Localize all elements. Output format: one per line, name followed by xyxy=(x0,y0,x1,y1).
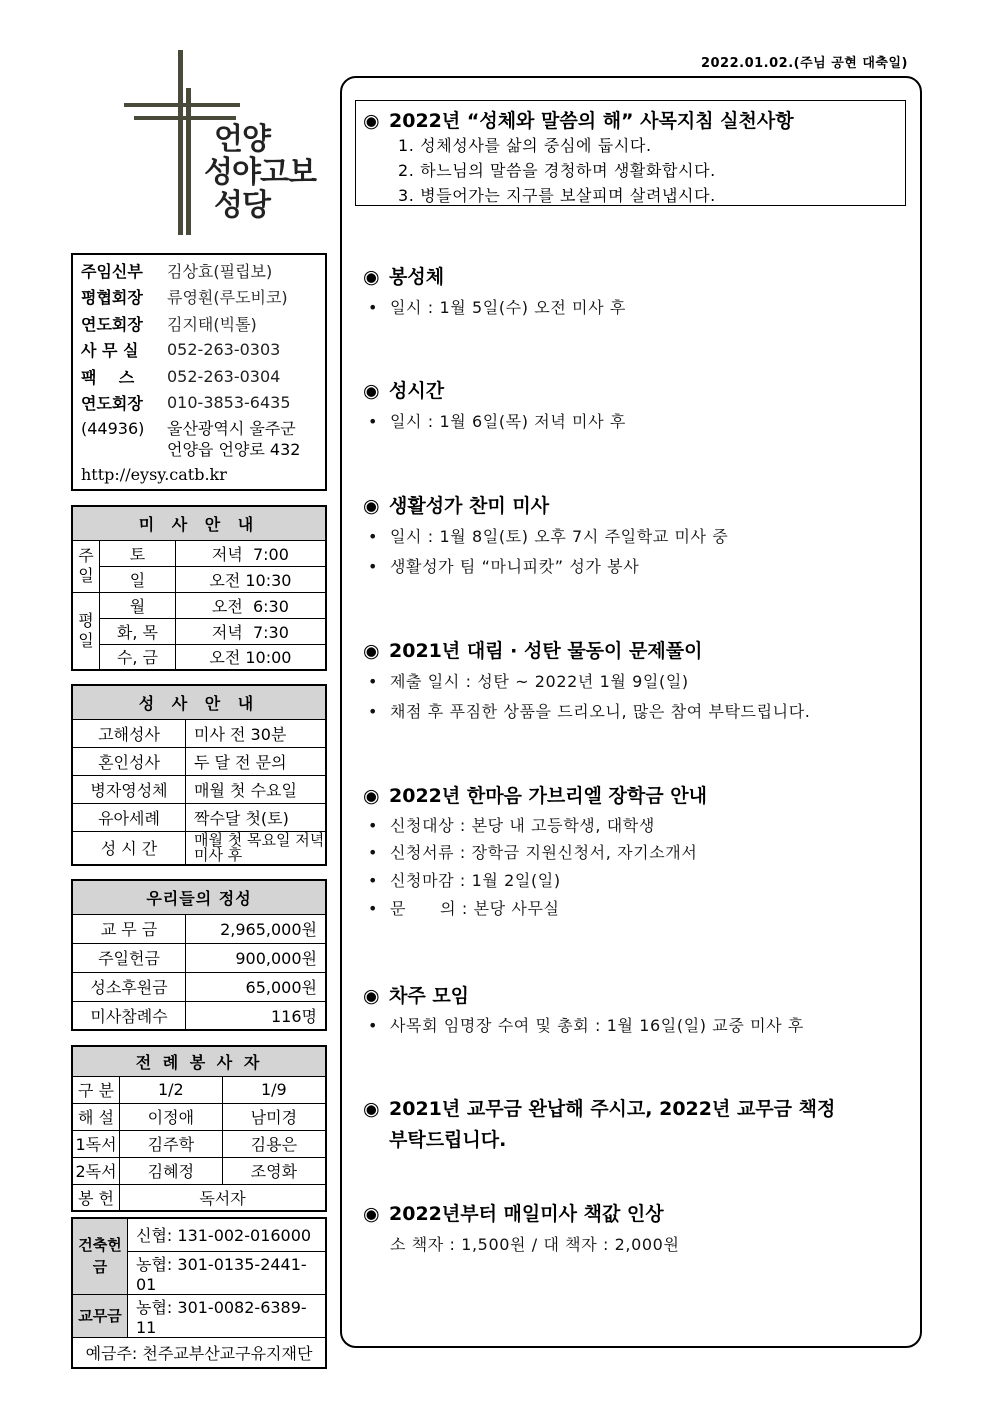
parish-name-line2: 성야고보 xyxy=(204,155,316,190)
dot-icon: • xyxy=(368,899,379,918)
section-title-text: 2021년 대림 · 성탄 물동이 문제풀이 xyxy=(389,640,703,662)
bulletin-date: 2022.01.02.(주님 공현 대축일) xyxy=(700,56,908,71)
section-title-text: 봉성체 xyxy=(389,266,445,288)
mass-time: 오전 10:00 xyxy=(175,644,326,670)
offering-name: 주일헌금 xyxy=(72,943,186,972)
info-value: 류영훤(루도비코) xyxy=(167,288,288,308)
servers-title: 전 례 봉 사 자 xyxy=(72,1046,326,1076)
mass-day: 토 xyxy=(100,540,176,566)
server-name: 남미경 xyxy=(222,1103,326,1130)
goal-item: 2. 하느님의 말씀을 경청하며 생활화합시다. xyxy=(398,161,716,180)
dot-icon: • xyxy=(368,871,379,890)
zip-code: (44936) xyxy=(81,419,145,438)
info-value: 052-263-0303 xyxy=(167,340,281,360)
section-plain-text: 소 책자 : 1,500원 / 대 책자 : 2,000원 xyxy=(390,1235,680,1254)
section-item-text: 일시 : 1월 5일(수) 오전 미사 후 xyxy=(390,298,626,317)
servers-label: 해 설 xyxy=(72,1103,120,1130)
info-row xyxy=(81,390,317,417)
dot-icon: • xyxy=(368,672,379,691)
goal-item: 1. 성체성사를 삶의 중심에 둡시다. xyxy=(398,136,652,155)
sacrament-title: 성 사 안 내 xyxy=(72,685,326,719)
offering-table xyxy=(71,879,327,1031)
info-value: 010-3853-6435 xyxy=(167,393,291,413)
section-item xyxy=(368,554,639,577)
sunday-label: 주일 xyxy=(72,540,100,592)
sacrament-name: 유아세례 xyxy=(72,803,186,831)
sacrament-name: 병자영성체 xyxy=(72,775,186,803)
mass-time: 저녁 7:00 xyxy=(175,540,326,566)
section-item-text: 신청서류 : 장학금 지원신청서, 자기소개서 xyxy=(390,843,698,862)
cross-beam-shadow xyxy=(134,116,236,120)
website-link[interactable]: http://eysy.catb.kr xyxy=(81,465,227,484)
sacrament-value: 짝수달 첫(토) xyxy=(186,803,327,831)
info-row xyxy=(81,337,317,364)
servers-label: 봉 헌 xyxy=(72,1184,120,1211)
section-item xyxy=(368,524,728,547)
sacrament-table xyxy=(71,684,327,866)
info-label: 연도회장 xyxy=(81,314,143,334)
bullet-icon: ◉ xyxy=(363,266,380,288)
section-title xyxy=(363,1199,664,1226)
liturgy-servers-table xyxy=(71,1045,327,1212)
servers-date: 1/9 xyxy=(222,1076,326,1103)
info-label: 사 무 실 xyxy=(81,341,139,361)
mass-schedule-table xyxy=(71,505,327,671)
servers-date: 1/2 xyxy=(120,1076,223,1103)
info-value: 052-263-0304 xyxy=(167,366,281,386)
section-item-text: 일시 : 1월 6일(목) 저녁 미사 후 xyxy=(390,412,626,431)
parish-logo xyxy=(120,50,320,240)
mass-time: 저녁 7:30 xyxy=(175,618,326,644)
offering-value: 2,965,000원 xyxy=(186,914,327,943)
server-name: 김용은 xyxy=(222,1130,326,1157)
address xyxy=(81,418,317,460)
info-row xyxy=(81,363,317,390)
cross-beam xyxy=(124,103,240,107)
section-title xyxy=(363,262,444,289)
section-item-text: 신청마감 : 1월 2일(일) xyxy=(390,871,561,890)
section-item xyxy=(368,699,810,722)
dot-icon: • xyxy=(368,527,379,546)
sacrament-name: 성 시 간 xyxy=(72,831,186,865)
info-row xyxy=(81,310,317,337)
goal-title xyxy=(363,106,794,133)
dot-icon: • xyxy=(368,843,379,862)
info-label: 평협회장 xyxy=(81,288,143,308)
dot-icon: • xyxy=(368,557,379,576)
offering-name: 교 무 금 xyxy=(72,914,186,943)
offering-value: 900,000원 xyxy=(186,943,327,972)
sacrament-value: 매월 첫 수요일 xyxy=(186,775,327,803)
pastoral-goal-box xyxy=(355,100,906,206)
offering-name: 미사참례수 xyxy=(72,1001,186,1030)
mass-title: 미 사 안 내 xyxy=(72,506,326,540)
offering-value: 65,000원 xyxy=(186,972,327,1001)
sacrament-value: 매월 첫 목요일 저녁미사 후 xyxy=(186,831,327,865)
section-item xyxy=(368,295,626,318)
server-name: 조영화 xyxy=(222,1157,326,1184)
bullet-icon: ◉ xyxy=(363,985,380,1007)
servers-label: 구 분 xyxy=(72,1076,120,1103)
bullet-icon: ◉ xyxy=(363,1098,380,1120)
mass-day: 월 xyxy=(100,592,176,618)
info-label: 팩 스 xyxy=(81,367,135,387)
section-title-text: 생활성가 찬미 미사 xyxy=(389,495,550,517)
goal-item: 3. 병들어가는 지구를 보살피며 살려냅시다. xyxy=(398,186,716,205)
accounts-table xyxy=(71,1217,327,1369)
section-title-text: 차주 모임 xyxy=(389,985,470,1007)
mass-day: 수, 금 xyxy=(100,644,176,670)
section-title xyxy=(363,781,707,808)
section-item-text: 문 의 : 본당 사무실 xyxy=(390,899,560,918)
dot-icon: • xyxy=(368,412,379,431)
building-fund-label: 건축헌금 xyxy=(72,1218,128,1294)
section-title-continued: 부탁드립니다. xyxy=(389,1129,507,1151)
sacrament-name: 혼인성사 xyxy=(72,747,186,775)
section-item-text: 채점 후 푸짐한 상품을 드리오니, 많은 참여 부탁드립니다. xyxy=(390,702,811,721)
section-title xyxy=(363,981,469,1008)
section-item-text: 제출 일시 : 성탄 ~ 2022년 1월 9일(일) xyxy=(390,672,689,691)
section-item-text: 사목회 임명장 수여 및 총회 : 1월 16일(일) 교중 미사 후 xyxy=(390,1016,804,1035)
section-item xyxy=(368,840,697,863)
section-item-text: 일시 : 1월 8일(토) 오후 7시 주일학교 미사 중 xyxy=(390,527,729,546)
offering-title: 우리들의 정성 xyxy=(72,880,326,914)
server-name: 이정애 xyxy=(120,1103,223,1130)
section-item-text: 생활성가 팀 “마니피캇” 성가 봉사 xyxy=(390,557,640,576)
info-row xyxy=(81,257,317,284)
goal-title-text: 2022년 “성체와 말씀의 해” 사목지침 실천사항 xyxy=(389,110,794,132)
weekday-label: 평일 xyxy=(72,592,100,670)
section-item xyxy=(368,896,560,919)
info-value: 김지태(빅톨) xyxy=(167,314,257,334)
address-line2: 언양읍 언양로 432 xyxy=(167,440,301,459)
section-title-text: 2022년부터 매일미사 책값 인상 xyxy=(389,1203,664,1225)
info-row xyxy=(81,284,317,311)
cross-icon xyxy=(178,50,183,235)
account-number: 농협: 301-0135-2441-01 xyxy=(128,1251,327,1294)
servers-label: 2독서 xyxy=(72,1157,120,1184)
section-item xyxy=(368,409,626,432)
server-name: 김주학 xyxy=(120,1130,223,1157)
account-number: 농협: 301-0082-6389-11 xyxy=(128,1294,327,1337)
mass-time: 오전 6:30 xyxy=(175,592,326,618)
offering-name: 성소후원금 xyxy=(72,972,186,1001)
dot-icon: • xyxy=(368,298,379,317)
parish-name xyxy=(204,123,316,222)
gyomu-label: 교무금 xyxy=(72,1294,128,1337)
bullet-icon: ◉ xyxy=(363,110,380,132)
bullet-icon: ◉ xyxy=(363,495,380,517)
bullet-icon: ◉ xyxy=(363,785,380,807)
info-label: 주임신부 xyxy=(81,261,143,281)
bullet-icon: ◉ xyxy=(363,380,380,402)
section-title-text: 2022년 한마음 가브리엘 장학금 안내 xyxy=(389,785,707,807)
goal-list xyxy=(398,133,716,208)
section-item xyxy=(368,669,689,692)
info-label: 연도회장 xyxy=(81,394,143,414)
dot-icon: • xyxy=(368,702,379,721)
section-title xyxy=(363,491,549,518)
section-title-text: 2021년 교무금 완납해 주시고, 2022년 교무금 책정 xyxy=(389,1098,836,1120)
section-item xyxy=(368,868,561,891)
mass-day: 화, 목 xyxy=(100,618,176,644)
servers-label: 1독서 xyxy=(72,1130,120,1157)
server-name: 독서자 xyxy=(120,1184,327,1211)
section-title xyxy=(363,1094,835,1121)
account-number: 신협: 131-002-016000 xyxy=(128,1218,327,1251)
section-item-text: 신청대상 : 본당 내 고등학생, 대학생 xyxy=(390,816,655,835)
address-lines xyxy=(167,418,300,460)
section-title xyxy=(363,376,444,403)
offering-value: 116명 xyxy=(186,1001,327,1030)
cross-icon-shadow xyxy=(186,88,191,235)
parish-info-box xyxy=(71,253,327,491)
dot-icon: • xyxy=(368,1016,379,1035)
section-title-text: 성시간 xyxy=(389,380,445,402)
info-value: 김상효(필립보) xyxy=(167,261,273,281)
bullet-icon: ◉ xyxy=(363,640,380,662)
section-item xyxy=(368,813,655,836)
dot-icon: • xyxy=(368,816,379,835)
server-name: 김혜정 xyxy=(120,1157,223,1184)
sacrament-name: 고해성사 xyxy=(72,719,186,747)
mass-time: 오전 10:30 xyxy=(175,566,326,592)
address-line1: 울산광역시 울주군 xyxy=(167,419,296,438)
parish-name-line3: 성당 xyxy=(214,188,270,223)
sacrament-value: 미사 전 30분 xyxy=(186,719,327,747)
section-title xyxy=(363,636,702,663)
account-holder: 예금주: 천주교부산교구유지재단 xyxy=(72,1337,326,1368)
parish-name-line1: 언양 xyxy=(214,122,270,157)
sacrament-value: 두 달 전 문의 xyxy=(186,747,327,775)
section-item xyxy=(368,1013,804,1036)
bullet-icon: ◉ xyxy=(363,1203,380,1225)
mass-day: 일 xyxy=(100,566,176,592)
